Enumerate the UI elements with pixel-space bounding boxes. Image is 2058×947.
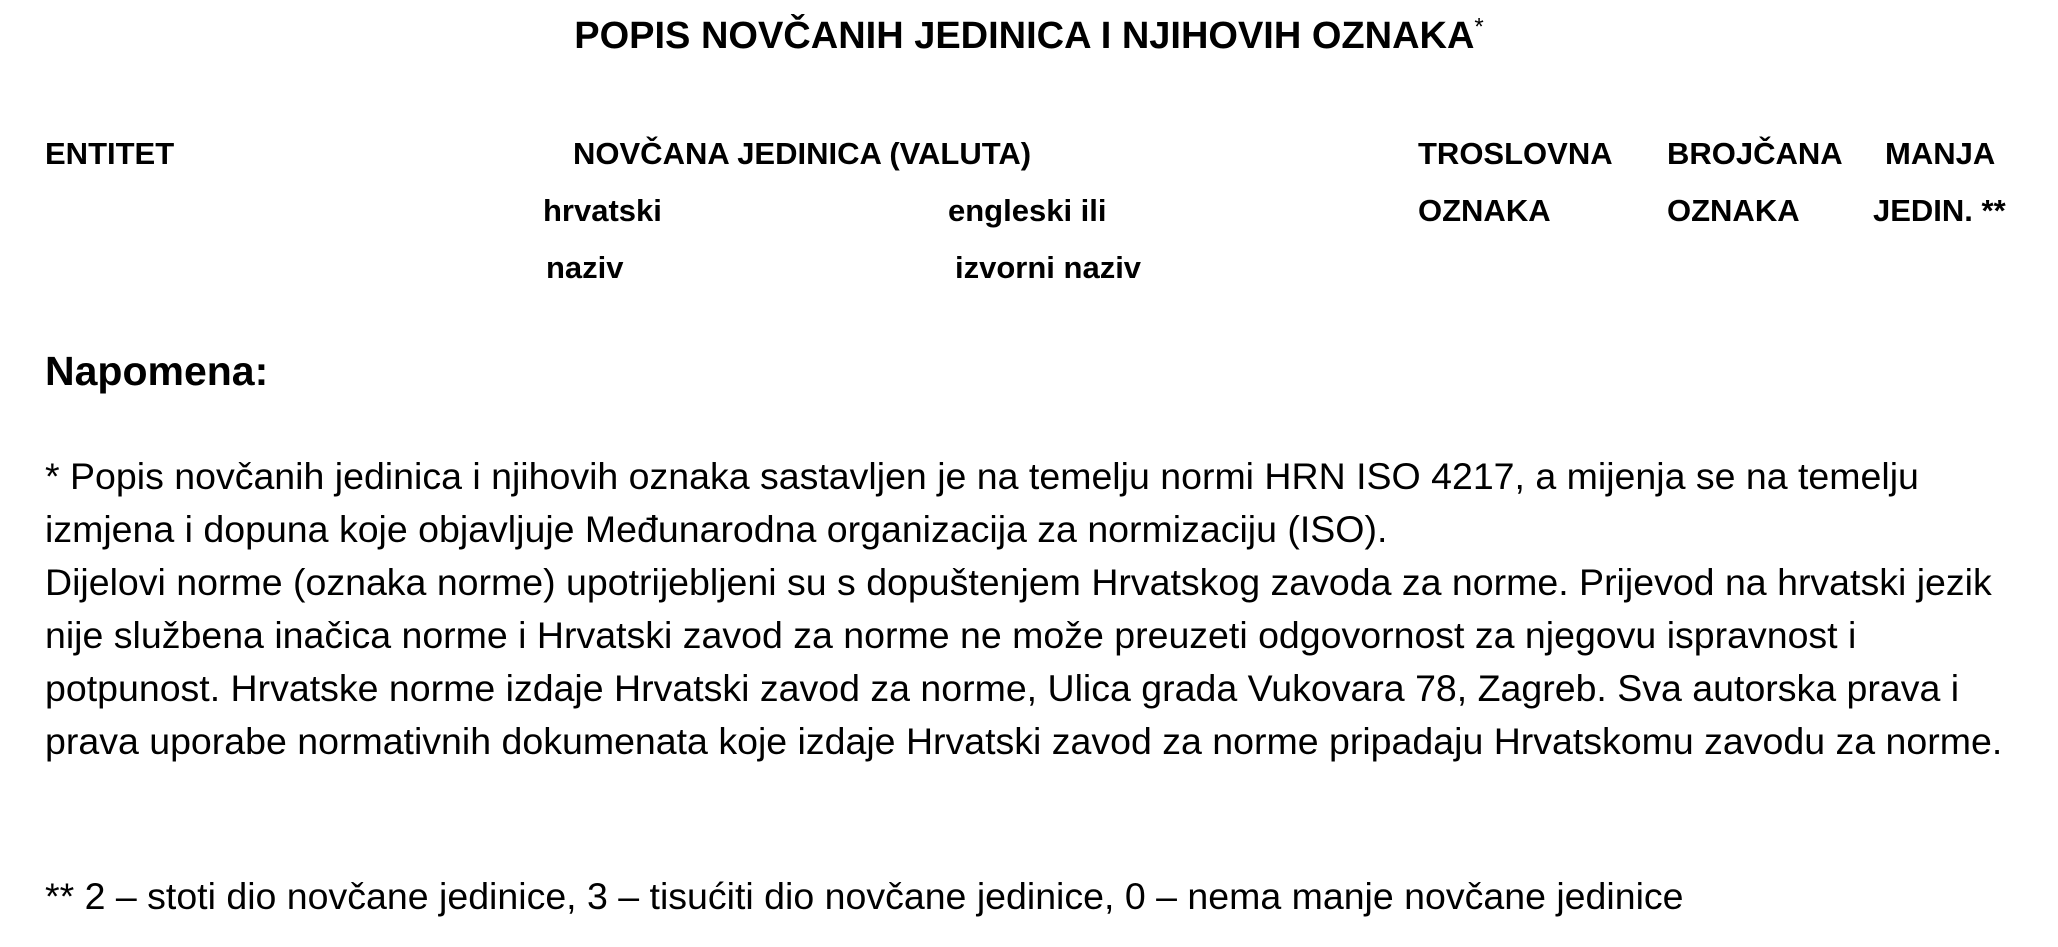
footnote-1-continuation: Dijelovi norme (oznaka norme) upotrijebljeni su s dopuštenjem Hrvatskog zavoda za norme. Prijevod na hrvatski jezik nije službena inačica norme i Hrvatski zavod za norme ne može preuzeti odgovornost za njegovu ispravnost i potpunost. Hrvatske norme izdaje Hrvatski zavod za norme, Ulica grada Vukovara 78, Zagreb. Sva autorska prava i prava uporabe normativnih dokumenata koje izdaje Hrvatski zavod za norme pripadaju Hrvatskomu zavodu za norme.	[45, 561, 2003, 762]
column-header-troslovna-line1: TROSLOVNA	[1418, 136, 1613, 171]
column-header-manja-line1: MANJA	[1885, 136, 1996, 171]
footnote-1	[45, 450, 2040, 768]
column-header-entitet: ENTITET	[45, 136, 175, 171]
column-header-brojcana-line1: BROJČANA	[1667, 136, 1843, 171]
column-header-hrvatski-line1: hrvatski	[543, 193, 662, 228]
title-footnote-mark: *	[1474, 13, 1484, 41]
column-header-engleski-line1: engleski ili	[948, 193, 1107, 228]
column-header-brojcana-line2: OZNAKA	[1667, 193, 1800, 228]
title-text: POPIS NOVČANIH JEDINICA I NJIHOVIH OZNAKA	[574, 15, 1475, 57]
column-header-manja-line2: JEDIN. **	[1873, 193, 2006, 228]
column-header-hrvatski-line2: naziv	[546, 250, 624, 285]
page-title	[0, 12, 2058, 60]
footnote-1-text: * Popis novčanih jedinica i njihovih oznaka sastavljen je na temelju normi HRN ISO 4217, a mijenja se na temelju izmjena i dopuna koje objavljuje Međunarodna organizacija za normizaciju (ISO).	[45, 455, 1919, 550]
footnote-2: ** 2 – stoti dio novčane jedinice, 3 – tisućiti dio novčane jedinice, 0 – nema manje novčane jedinice	[45, 875, 1684, 917]
column-header-engleski-line2: izvorni naziv	[955, 250, 1142, 285]
column-header-troslovna-line2: OZNAKA	[1418, 193, 1551, 228]
notes-heading: Napomena:	[45, 348, 269, 394]
column-header-novcana-jedinica: NOVČANA JEDINICA (VALUTA)	[573, 136, 1032, 171]
